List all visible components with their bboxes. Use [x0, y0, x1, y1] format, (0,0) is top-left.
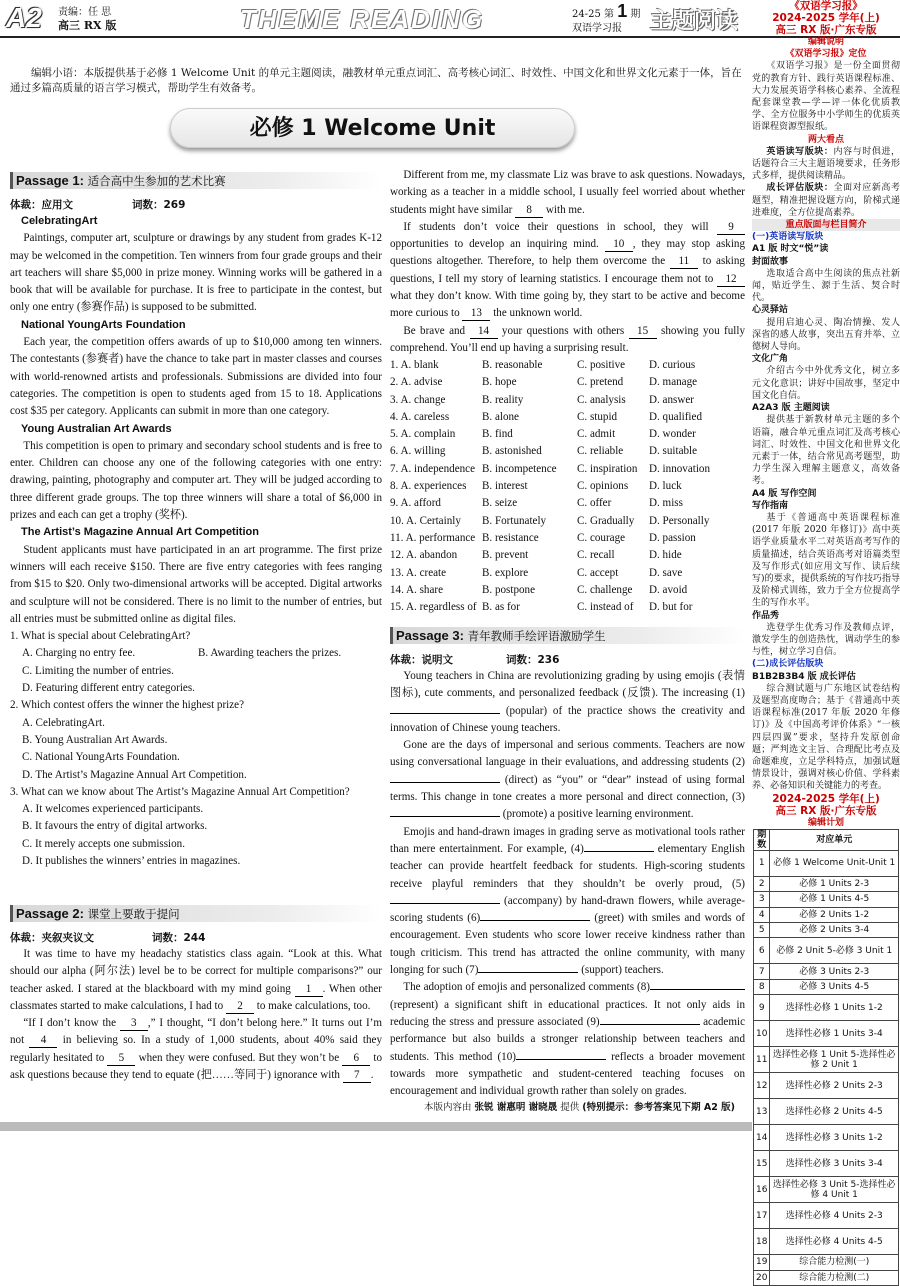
option: 9. A. afford — [390, 497, 441, 510]
plan-unit: 选择性必修 1 Units 3-4 — [770, 1021, 899, 1047]
unit-title: 必修 1 Welcome Unit — [170, 108, 575, 148]
section-text: Each year, the competition offers awards of up to $10,000 among ten winners. The contestants (参赛者) have the chance to take part in master classes and courses with world-renowned artists and professionals. Submissions are divided into four categories. The competition is open to students aged from 15 to 18. Applications cost $35 per category. Applicants can submit in more than one category. — [10, 336, 382, 418]
option-row — [390, 565, 745, 582]
option: B. seize — [482, 497, 518, 510]
plan-issue: 4 — [754, 907, 770, 922]
cloze-blank: 12 — [717, 273, 745, 287]
question: 3. What can we know about The Artist’s Magazine Annual Art Competition? — [10, 785, 350, 798]
option: D. suitable — [649, 445, 698, 458]
theme-reading-banner: THEME READING — [240, 4, 485, 34]
option-row — [390, 461, 745, 478]
option: C. offer — [577, 497, 612, 510]
plan-issue: 7 — [754, 964, 770, 979]
paper-name: 双语学习报 — [572, 23, 622, 34]
option: B. postpone — [482, 583, 536, 596]
passage1-words: 词数：269 — [132, 199, 186, 211]
content-credit: 本版内容由 张锐 谢惠明 谢晓晟 提供 (特别提示：参考答案见下期 A2 版) — [424, 1102, 736, 1113]
section-title: 主题阅读 — [650, 9, 739, 34]
option: B. reasonable — [482, 359, 543, 371]
option-row — [390, 357, 745, 374]
plan-issue: 13 — [754, 1099, 770, 1125]
passage1-genre: 体裁：应用文 — [10, 199, 73, 211]
sidebar-editorial: 《双语学习报》 2024-2025 学年(上) 高三 RX 版·广东专版 编辑说明 《双语学习报》定位 《双语学习报》是一份全面贯彻党的教育方针、践行英语课程标准、大力发展英语学科核心素养、全流程配套课堂教—学—评一体化优质教学、全方位服务中小学师生的优质英语课程资源型报纸。 两大看点 英语读写版块：内容与时俱进，话题符合三大主题语境要求，任务形式多样，提供阅读精品。 成长评估版块：全面对应新高考题型，精准把握设题方向，阶梯式递进难度，全方位提高素养。 重点版面与栏目简介 (一)英语读写版块 A1 版 时文“悦”读 封面故事 选取适合高中生阅读的焦点社新闻，贴近学生、源于生活、契合时代。 心灵驿站 提用启迪心灵、陶冶情操、发人深省的感人故事，突出五育并举、立德树人导向。 文化广角 介绍古今中外优秀文化，树立多元文化意识；讲好中国故事，坚定中国文化自信。 A2A3 版 主题阅读 提供基于新教材单元主题的多个语篇，融合单元重点词汇及高考核心词汇、时效性、中国文化和世界文化元素于一体，结合常见高考题型，助力学生深入理解主题意义，高效备考。 A4 版 写作空间 写作指南 基于《普通高中英语课程标准(2017 年版 2020 年修订)》高中英语学业质量水平二对英语高考写作的质量描述，结合英语高考对语篇类型及写作形式(如应用文写作、读后续写)的要求，提供系统的写作技巧指导及阶梯式训练，致力于全方位提高学生的写作水平。 作品秀 选登学生优秀习作及教师点评，激发学生的创造热忱，调动学生的参与性，树立学习自信。 (二)成长评估版块 B1B2B3B4 版 成长评估 综合测试题与广东地区试卷结构及题型高度吻合；基于《普通高中英语课程标准(2017 年版 2020 年修订)》及《中国高考评价体系》“一核四层四翼”要求，坚持升发原创命题；严判选文主旨、合理配比考点及命题难度，立足学科特点，加强试题情景设计，强调对核心价值、学科素养、必备知识和关键能力的考查。 2024-2025 学年(上) 高三 RX 版·广东专版 编辑计划 期数 对应单元 1 必修 1 Welcome Unit-Unit 1 2 必修 1 Units 2-3 3 必修 1 Units 4-5 4 必修 2 Units 1-2 5 必修 2 Units 3-4 6 必修 2 Unit 5-必修 3 Unit 1 7 必修 3 Units 2-3 8 必修 3 Units 4-5 9 选择性必修 1 Units 1-2 10 选择性必修 1 Units 3-4 11 选择性必修 1 Unit 5-选择性必修 2 Unit 1 12 选择性必修 2 Units 2-3 13 选择性必修 2 Units 4-5 14 选择性必修 3 Units 1-2 15 选择性必修 3 Units 3-4 16 选择性必修 3 Unit 5-选择性必修 4 Unit 1 17 选择性必修 4 Units 2-3 18 选择性必修 4 Units 4-5 19 综合能力检测(一) 20 综合能力检测(二) — [752, 0, 900, 1131]
option: B. prevent — [482, 549, 529, 562]
option: D. passion — [649, 531, 696, 544]
plan-issue: 10 — [754, 1021, 770, 1047]
option: D. miss — [649, 497, 683, 510]
section-heading: The Artist’s Magazine Annual Art Competition — [21, 526, 259, 539]
option: B. resistance — [482, 531, 539, 544]
question: 2. Which contest offers the winner the highest prize? — [10, 699, 245, 712]
cloze-blank: 11 — [670, 255, 698, 269]
plan-row — [754, 964, 899, 979]
bottom-bar — [0, 1122, 752, 1131]
cloze-blank: 5 — [107, 1052, 135, 1066]
sidebar-title: 《双语学习报》 — [789, 0, 863, 12]
option: 3. A. change — [390, 393, 446, 406]
option: B. find — [482, 428, 513, 441]
grammar-blank — [650, 989, 745, 990]
option: B. reality — [482, 393, 524, 406]
passage3-genre: 体裁：说明文 — [390, 654, 453, 666]
option: D. hide — [649, 549, 682, 562]
option: 1. A. blank — [390, 359, 439, 371]
option: C. positive — [577, 359, 626, 371]
question: 1. What is special about CelebratingArt? — [10, 630, 191, 643]
plan-issue: 15 — [754, 1151, 770, 1177]
plan-unit: 选择性必修 4 Units 2-3 — [770, 1203, 899, 1229]
cloze-blank: 13 — [462, 307, 490, 321]
option: 7. A. independence — [390, 462, 476, 475]
cloze-blank: 7 — [343, 1069, 371, 1083]
option: C. inspiration — [577, 462, 638, 475]
passage3-body: Young teachers in China are revolutionizing grading by using emojis (表情图标), cute comments, and personalized feedback (反馈). The increasing (1) (popular) of the practice shows the creativity and innovation of Chinese young teachers. Gone are the days of impersonal and serious comments. Teachers are now using conversational language in their evaluations, and addressing students (2) (direct) as “you” or “dear” instead of using formal terms. This change in tone creates a more personal and direct connection, (3) (promote) a positive learning environment. Emojis and hand-drawn images in grading serve as motivational tools rather than mere entertainment. For example, (4) elementary English teacher can provide heartfelt feedback for students. High-scoring students receive playful reminders that they shouldn’t be overly proud, (5) (accompany) by hand-drawn flowers, while average-scoring students (6) (greet) with smiles and words of encouragement. Even students who score lower receive kindness rather than tough criticism. This trend has attracted the online community, with many longing for such (7) (support) teachers. The adoption of emojis and personalized comments (8) (represent) a significant shift in educational practices. It not only aids in reducing the stress and pressure associated (9) academic performance but also builds a stronger relationship between teachers and students. This method (10) reflects a broader movement towards more sympathetic and student-centered teaching focuses on encouragement and individual growth rather than solely on grades. — [390, 670, 746, 1098]
section-heading: Young Australian Art Awards — [21, 422, 172, 435]
plan-unit: 选择性必修 3 Units 1-2 — [770, 1125, 899, 1151]
plan-unit: 选择性必修 2 Units 2-3 — [770, 1073, 899, 1099]
grammar-blank — [516, 1059, 606, 1060]
option: B. Fortunately — [482, 514, 547, 527]
grammar-blank — [584, 851, 654, 852]
option: D. but for — [649, 601, 693, 614]
option: D. innovation — [649, 462, 711, 475]
option: D. manage — [649, 376, 698, 389]
question-options: A. Charging no entry fee. B. Awarding teachers the prizes. — [22, 647, 342, 660]
plan-row — [754, 1203, 899, 1229]
plan-issue: 3 — [754, 892, 770, 907]
plan-issue: 8 — [754, 979, 770, 994]
option-row — [390, 409, 745, 426]
plan-row — [754, 907, 899, 922]
cloze-blank: 15 — [629, 325, 657, 339]
plan-unit: 选择性必修 1 Unit 5-选择性必修 2 Unit 1 — [770, 1047, 899, 1073]
cloze-options — [390, 357, 745, 616]
plan-row — [754, 938, 899, 964]
option: D. luck — [649, 480, 682, 493]
plan-row — [754, 1047, 899, 1073]
option-row — [390, 599, 745, 616]
section-text: Paintings, computer art, sculpture or drawings by any student from grades K-12 may be welcomed in the competition. Ten winners from four grade groups and their art teachers will share $5,000 in prize money. Winning works will be gathered in a book that will be available for purchase. It is free to participate in the contest, but only one entry (参赛作品) is supposed to be submitted. — [10, 232, 382, 314]
option: B. as for — [482, 601, 520, 614]
option-row — [390, 582, 745, 599]
option: C. instead of — [577, 601, 634, 614]
option: 6. A. willing — [390, 445, 446, 458]
editor-note: 编辑小语：本版提供基于必修 1 Welcome Unit 的单元主题阅读，融教材单元重点词汇、高考核心词汇、时效性、中国文化和世界文化元素于一体，旨在通过多篇高质量的语言学习模式，帮助学生有效备考。 — [10, 67, 742, 94]
issue-info: 24-25 第 1 期 双语学习报 — [572, 1, 641, 34]
cloze-blank: 10 — [605, 238, 633, 252]
option: 10. A. Certainly — [390, 514, 461, 527]
plan-issue: 20 — [754, 1270, 770, 1285]
option: D. avoid — [649, 583, 688, 596]
option: 13. A. create — [390, 566, 447, 579]
option: C. accept — [577, 566, 619, 579]
plan-unit: 综合能力检测(一) — [770, 1255, 899, 1270]
option: B. interest — [482, 480, 528, 493]
option-row — [390, 374, 745, 391]
plan-row — [754, 876, 899, 891]
option: C. admit — [577, 428, 616, 441]
plan-row — [754, 1255, 899, 1270]
cloze-blank: 8 — [515, 204, 543, 218]
cloze-blank: 6 — [342, 1052, 370, 1066]
option: B. incompetence — [482, 462, 557, 475]
plan-row — [754, 1177, 899, 1203]
plan-unit: 必修 2 Units 1-2 — [770, 907, 899, 922]
option: D. curious — [649, 359, 696, 371]
option-row — [390, 443, 745, 460]
option: 2. A. advise — [390, 376, 443, 389]
plan-row — [754, 1125, 899, 1151]
option: C. reliable — [577, 445, 624, 458]
plan-issue: 12 — [754, 1073, 770, 1099]
editor-line: 责编：任 思 — [58, 7, 112, 18]
plan-row — [754, 922, 899, 937]
plan-issue: 6 — [754, 938, 770, 964]
grammar-blank — [600, 1024, 700, 1025]
grammar-blank — [478, 972, 578, 973]
option: C. challenge — [577, 583, 633, 596]
plan-unit: 必修 2 Unit 5-必修 3 Unit 1 — [770, 938, 899, 964]
plan-issue: 1 — [754, 850, 770, 876]
passage1-title: Passage 1: 适合高中生参加的艺术比赛 — [10, 172, 382, 189]
option: D. wonder — [649, 428, 696, 441]
plan-unit: 选择性必修 3 Unit 5-选择性必修 4 Unit 1 — [770, 1177, 899, 1203]
option: D. answer — [649, 393, 694, 406]
option: D. Personally — [649, 514, 710, 527]
option: C. Gradually — [577, 514, 635, 527]
option: C. analysis — [577, 393, 626, 406]
issue-number: 1 — [617, 1, 628, 21]
cloze-blank: 4 — [29, 1034, 57, 1048]
plan-issue: 14 — [754, 1125, 770, 1151]
grammar-blank — [390, 816, 500, 817]
edition-label: 高三 RX 版 — [58, 19, 117, 32]
passage2-body-right: Different from me, my classmate Liz was brave to ask questions. Nowadays, working as a teacher in a middle school, I usually feel worried about whether students might have similar 8 with me. If students don’t voice their questions in school, they will 9 opportunities to develop an inquiring mind. 10 , they may stop asking questions altogether. Therefore, to help them overcome the 11 to asking questions, I tell my story of learning statistics. I encourage them not to 12 what they don’t know. With time going by, they start to be active and become more curious to 13 the unknown world. Be brave and 14 your questions with others 15 showing you fully comprehend. You’ll end up having a surprising result. — [390, 169, 745, 354]
option-row — [390, 426, 745, 443]
option-row — [390, 495, 745, 512]
passage2-genre: 体裁：夹叙夹议文 — [10, 932, 94, 944]
plan-row — [754, 1151, 899, 1177]
option: C. recall — [577, 549, 615, 562]
plan-row — [754, 1099, 899, 1125]
passage2-title: Passage 2: 课堂上要敢于提问 — [10, 905, 382, 922]
option-row — [390, 513, 745, 530]
plan-issue: 11 — [754, 1047, 770, 1073]
edit-plan-table: 期数 对应单元 1 必修 1 Welcome Unit-Unit 1 2 必修 1 Units 2-3 3 必修 1 Units 4-5 4 必修 2 Units 1-2 5 必修 2 Units 3-4 6 必修 2 Unit 5-必修 3 Unit 1 7 必修 3 Units 2-3 8 必修 3 Units 4-5 9 选择性必修 1 Units 1-2 10 选择性必修 1 Units 3-4 11 选择性必修 1 Unit 5-选择性必修 2 Unit 1 12 选择性必修 2 Units 2-3 13 选择性必修 2 Units 4-5 14 选择性必修 3 Units 1-2 15 选择性必修 3 Units 3-4 16 选择性必修 3 Unit 5-选择性必修 4 Unit 1 17 选择性必修 4 Units 2-3 18 选择性必修 4 Units 4-5 19 综合能力检测(一) 20 综合能力检测(二) — [753, 829, 899, 1286]
option-row — [390, 392, 745, 409]
option: B. explore — [482, 566, 529, 579]
option: 5. A. complain — [390, 428, 456, 441]
plan-issue: 16 — [754, 1177, 770, 1203]
option: D. qualified — [649, 410, 702, 423]
plan-row — [754, 1073, 899, 1099]
plan-unit: 选择性必修 2 Units 4-5 — [770, 1099, 899, 1125]
plan-issue: 17 — [754, 1203, 770, 1229]
grammar-blank — [390, 903, 500, 904]
grammar-blank — [390, 782, 500, 783]
plan-row — [754, 850, 899, 876]
section-heading: National YoungArts Foundation — [21, 318, 186, 331]
option-row — [390, 547, 745, 564]
plan-unit: 必修 1 Welcome Unit-Unit 1 — [770, 850, 899, 876]
plan-unit: 必修 2 Units 3-4 — [770, 922, 899, 937]
cloze-blank: 3 — [120, 1017, 148, 1031]
plan-row — [754, 1229, 899, 1255]
plan-unit: 选择性必修 1 Units 1-2 — [770, 995, 899, 1021]
edition-mark: A2 — [6, 2, 42, 33]
plan-row — [754, 1021, 899, 1047]
plan-issue: 19 — [754, 1255, 770, 1270]
plan-issue: 9 — [754, 995, 770, 1021]
option: B. astonished — [482, 445, 542, 458]
option: 8. A. experiences — [390, 480, 467, 493]
plan-unit: 必修 3 Units 2-3 — [770, 964, 899, 979]
plan-unit: 选择性必修 3 Units 3-4 — [770, 1151, 899, 1177]
cloze-blank: 14 — [470, 325, 498, 339]
option: D. save — [649, 566, 683, 579]
option: C. courage — [577, 531, 626, 544]
plan-unit: 选择性必修 4 Units 4-5 — [770, 1229, 899, 1255]
editor-info — [58, 6, 116, 33]
option-row — [390, 530, 745, 547]
plan-row — [754, 892, 899, 907]
cloze-blank: 1 — [295, 983, 323, 997]
passage1-body: CelebratingArt Paintings, computer art, sculpture or drawings by any student from grades K-12 may be welcomed in the competition. Ten winners from four grade groups and their art teachers will share $5,000 in prize money. Winning works will be gathered in a book that will be available for purchase. It is free to participate in the contest, but only one entry (参赛作品) is supposed to be submitted. National YoungArts Foundation Each year, the competition offers awards of up to $10,000 among ten winners. The contestants (参赛者) have the chance to take part in master classes and courses with world-renowned artists and professionals. Submissions are divided into four categories. The competition is open to students aged from 15 to 18. Applications cost $35 per category. Applicants can submit in more than one category. Young Australian Art Awards This competition is open to primary and secondary school students and is free to enter. Children can choose any one of the following categories with one entry: drawing, painting, photography and computer art. They will be judged according to three different grade groups. The top three winners will share a total of $6,000 in prizes and each can get a trophy (奖杯). The Artist’s Magazine Annual Art Competition Student applicants must have participated in an art programme. The first prize winners will each receive $150. There are five entry categories with fees ranging from $15 to $20. Only two-dimensional artworks will be accepted. Digital artworks and sculpture will not be considered. There is no limit to the number of entries, but all entries must be submitted online as digital files. 1. What is special about CelebratingArt? A. Charging no entry fee. B. Awarding teachers the prizes. C. Limiting the number of entries. D. Featuring different entry categories. 2. Which contest offers the winner the highest prize? A. CelebratingArt. B. Young Australian Art Awards. C. National YoungArts Foundation. D. The Artist’s Magazine Annual Art Competition. 3. What can we know about The Artist’s Magazine Annual Art Competition? A. It welcomes experienced participants. B. It favours the entry of digital artworks. C. It merely accepts one submission. D. It publishes the winners’ entries in magazines. — [10, 215, 382, 867]
option: 4. A. careless — [390, 410, 450, 423]
section-heading: CelebratingArt — [21, 215, 98, 227]
cloze-blank: 9 — [717, 221, 745, 235]
passage3-title: Passage 3: 青年教师手绘评语激励学生 — [390, 627, 745, 644]
plan-row — [754, 995, 899, 1021]
cloze-blank: 2 — [226, 1000, 254, 1014]
plan-unit: 综合能力检测(二) — [770, 1270, 899, 1285]
passage2-body-left: It was time to have my headachy statistics class again. “Look at this. What should our alpha (阿尔法) level be to be correct for multiple comparisons?” our teacher asked. I stared at the blackboard with my mind going 1 . When other classmates started to make calculations, I had to 2 to make calculations, too. “If I don’t know the 3 ,” I thought, “I don’t belong here.” It turns out I’m not 4 in believing so. In a study of 1,000 students, about 40% said they regularly hesitated to 5 when they were confused. But they won’t be 6 to ask questions because they tend to equate (把……等同于) ignorance with 7 . — [10, 948, 383, 1082]
plan-unit: 必修 1 Units 2-3 — [770, 876, 899, 891]
option: 11. A. performance — [390, 531, 476, 544]
grammar-blank — [480, 920, 590, 921]
option: 12. A. abandon — [390, 549, 458, 562]
option: B. hope — [482, 376, 517, 389]
option: B. alone — [482, 410, 519, 423]
option: 14. A. share — [390, 583, 443, 596]
option: 15. A. regardless of — [390, 601, 477, 614]
plan-issue: 5 — [754, 922, 770, 937]
option-row — [390, 478, 745, 495]
plan-issue: 18 — [754, 1229, 770, 1255]
passage3-words: 词数：236 — [506, 654, 560, 666]
section-text: Student applicants must have participated in an art programme. The first prize winners will each receive $150. There are five entry categories with fees ranging from $15 to $20. Only two-dimensional artworks will be accepted. Digital artworks and sculpture will not be considered. There is no limit to the number of entries, but all entries must be submitted online as digital files. — [10, 543, 382, 625]
option: C. stupid — [577, 410, 618, 423]
passage2-words: 词数：244 — [152, 932, 206, 944]
section-text: This competition is open to primary and secondary school students and is free to enter. Children can choose any one of the following categories with one entry: drawing, painting, photography and computer art. They will be judged according to three different grade groups. The top three winners will share a total of $6,000 in prizes and each can get a trophy (奖杯). — [10, 439, 382, 522]
option: C. pretend — [577, 376, 624, 389]
plan-row — [754, 1270, 899, 1285]
grammar-blank — [390, 713, 500, 714]
plan-issue: 2 — [754, 876, 770, 891]
plan-unit: 必修 1 Units 4-5 — [770, 892, 899, 907]
plan-unit: 必修 3 Units 4-5 — [770, 979, 899, 994]
plan-row — [754, 979, 899, 994]
option: C. opinions — [577, 480, 629, 493]
